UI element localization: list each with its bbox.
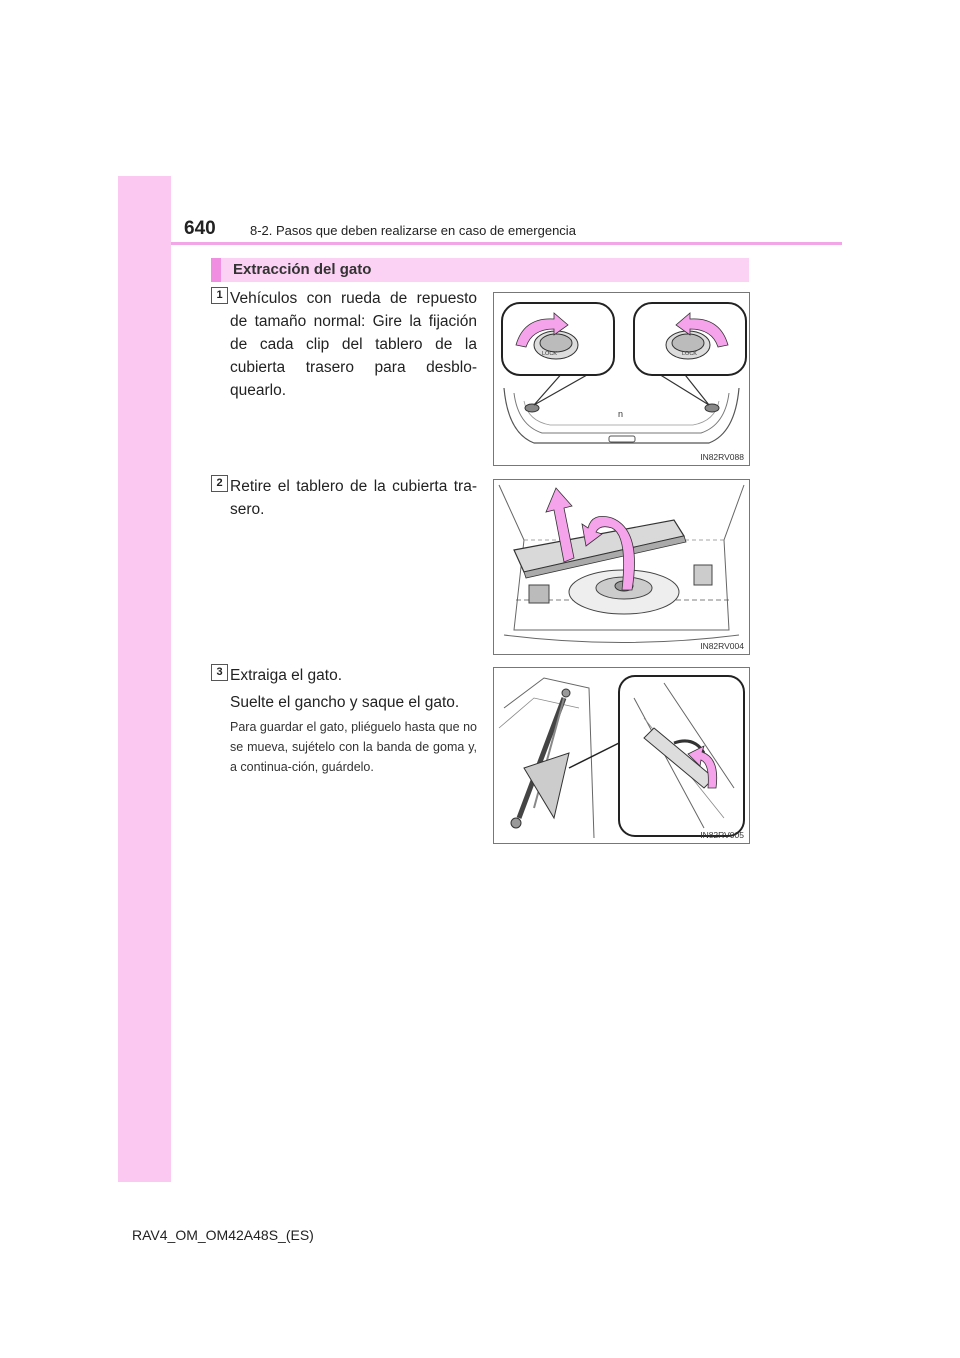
figure-remove-jack	[493, 667, 750, 844]
trunk-clips-illustration	[494, 293, 749, 465]
step-number-2: 2	[211, 475, 228, 492]
section-title-bar	[211, 258, 749, 282]
jack-illustration	[494, 668, 749, 843]
figure-trunk-lock-clips	[493, 292, 750, 466]
svg-text:n: n	[618, 409, 624, 419]
figure-code: IN82RV088	[700, 452, 744, 462]
step-3-subtext: Suelte el gancho y saque el gato.	[230, 694, 460, 711]
figure-code: IN82RV005	[700, 830, 744, 840]
side-tab-band	[118, 176, 171, 1182]
step-number-1: 1	[211, 287, 228, 304]
deck-board-illustration	[494, 480, 749, 654]
step-1-text: Vehículos con rueda de repuesto de tamaño normal: Gire la fijación de cada clip del tablero de la cubierta trasero para desblo-quearlo.	[230, 290, 477, 399]
footer-doc-code: RAV4_OM_OM42A48S_(ES)	[132, 1227, 314, 1243]
step-3-text: Extraiga el gato.	[230, 667, 343, 684]
figure-remove-deck-board	[493, 479, 750, 655]
figure-code: IN82RV004	[700, 641, 744, 651]
lock-label-left: LOCK	[542, 351, 557, 357]
step-number-3: 3	[211, 664, 228, 681]
step-3-note: Para guardar el gato, pliéguelo hasta que no se mueva, sujételo con la banda de goma y, a continua-ción, guárdelo.	[230, 720, 477, 774]
section-title: Extracción del gato	[233, 261, 372, 278]
header-divider	[171, 242, 842, 245]
page-number: 640	[184, 218, 216, 239]
lock-label-right: LOCK	[682, 351, 697, 357]
step-2-text: Retire el tablero de la cubierta tra-sero.	[230, 478, 477, 518]
chapter-header: 8-2. Pasos que deben realizarse en caso de emergencia	[250, 223, 576, 238]
